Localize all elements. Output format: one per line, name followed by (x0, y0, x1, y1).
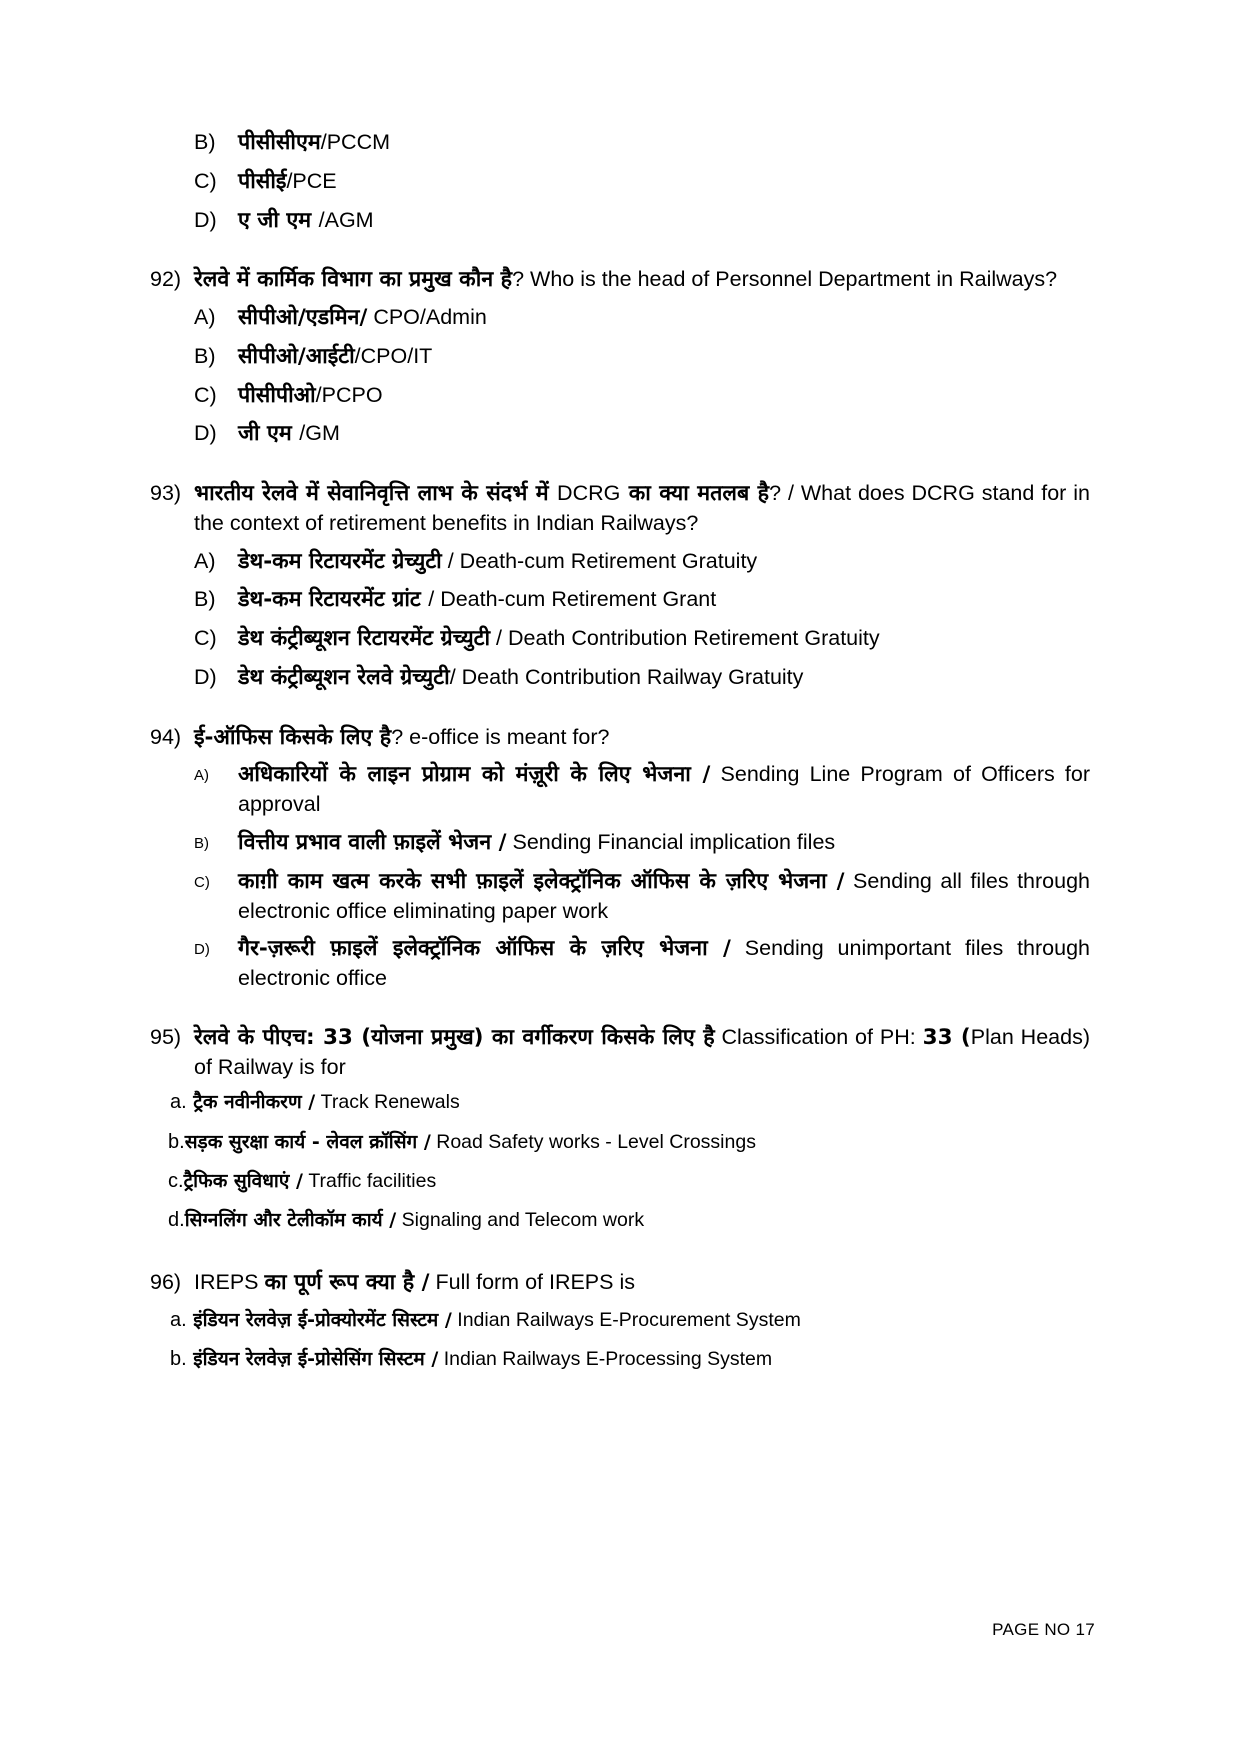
option-marker: C) (194, 382, 217, 407)
option-text (238, 585, 1090, 615)
question-94 (150, 723, 1090, 993)
option-row (150, 624, 1090, 654)
list-item-english: Indian Railways E-Procurement System (451, 1309, 801, 1332)
question-text (194, 479, 1090, 538)
question-text-hindi: रेलवे में कार्मिक विभाग का प्रमुख कौन है (194, 267, 513, 293)
option-marker: B) (194, 834, 209, 852)
option-row (150, 303, 1090, 333)
option-text-hindi: डेथ-कम रिटायरमेंट ग्रांट (238, 587, 429, 613)
option-text (238, 624, 1090, 654)
option-text (238, 303, 1090, 333)
question-text-english: ? Who is the head of Personnel Department in Railways? (512, 267, 1058, 292)
option-text-hindi: डेथ-कम रिटायरमेंट ग्रेच्युटी (238, 548, 442, 574)
question-heading (150, 265, 1090, 295)
question-text (194, 1268, 1090, 1298)
option-text-hindi: पीसीसीएम (238, 130, 321, 155)
list-item-marker: c. (168, 1169, 184, 1192)
question-heading (150, 1268, 1090, 1298)
option-row (150, 167, 1090, 197)
option-text-english: CPO/Admin (367, 305, 487, 330)
option-row (150, 342, 1090, 372)
list-item (150, 1128, 1090, 1156)
option-row (150, 760, 1090, 819)
list-item-english: Signaling and Telecom work (396, 1209, 645, 1232)
option-marker: A) (194, 548, 216, 573)
question-options (150, 760, 1090, 993)
list-item-hindi: ट्रैक नवीनीकरण / (186, 1091, 316, 1114)
option-text (238, 828, 1090, 858)
option-row (150, 206, 1090, 236)
option-marker: A) (194, 767, 209, 785)
option-text-english: Sending unimportant files through electronic office (238, 936, 1090, 991)
list-item-english: Indian Railways E-Processing System (438, 1348, 773, 1371)
question-options (150, 303, 1090, 449)
list-item-marker: a. (170, 1091, 187, 1114)
list-item (150, 1167, 1090, 1195)
option-text (238, 342, 1090, 372)
option-row (150, 419, 1090, 449)
option-marker: A) (194, 305, 216, 330)
question-text-english: Classification of PH: (714, 1024, 923, 1049)
option-text (238, 381, 1090, 411)
question-text-hindi: ई-ऑफिस किसके लिए है (194, 724, 392, 750)
option-text-english: /PCPO (315, 382, 383, 407)
option-row (150, 663, 1090, 693)
option-text-english: Sending Financial implication files (506, 829, 836, 854)
option-text-english: /PCE (286, 168, 337, 193)
option-text-english: Sending Line Program of Officers for approval (238, 762, 1090, 817)
question-92 (150, 265, 1090, 449)
option-text-hindi: पीसीई (238, 168, 287, 194)
option-text-english: / Death Contribution Railway Gratuity (449, 664, 804, 689)
list-item-marker: d. (168, 1209, 185, 1232)
list-item (150, 1345, 1090, 1373)
option-row (150, 547, 1090, 577)
option-text-hindi: डेथ कंट्रीब्यूशन रिटायरमेंट ग्रेच्युटी (238, 626, 491, 652)
option-text-hindi: सीपीओ/आईटी (238, 343, 355, 369)
list-item-english: Road Safety works - Level Crossings (430, 1130, 756, 1153)
list-item-hindi: इंडियन रेलवेज़ ई-प्रोक्योरमेंट सिस्टम / (186, 1309, 452, 1332)
option-text-english: / Death-cum Retirement Grant (428, 587, 717, 612)
question-text-bold-number: 33 (922, 1024, 953, 1050)
question-heading (150, 479, 1090, 538)
option-text (238, 547, 1090, 577)
question-heading (150, 1023, 1090, 1082)
question-96 (150, 1268, 1090, 1373)
question-text-english-tail: Plan Heads) of Railway is for (194, 1024, 1090, 1079)
question-93 (150, 479, 1090, 693)
option-text (238, 934, 1090, 993)
option-text-english: Sending all files through electronic office eliminating paper work (238, 868, 1090, 923)
option-row (150, 828, 1090, 858)
question-text-hindi-tail: का क्या मतलब है (620, 481, 770, 507)
question-text-english: Full form of IREPS is (429, 1270, 635, 1295)
option-row (150, 867, 1090, 926)
page-footer: PAGE NO 17 (992, 1620, 1095, 1639)
list-item-english: Track Renewals (315, 1091, 460, 1114)
option-text (238, 760, 1090, 819)
list-item-hindi: सिग्नलिंग और टेलीकॉम कार्य / (184, 1209, 397, 1232)
option-marker: B) (194, 130, 216, 154)
list-item-marker: b. (168, 1130, 185, 1153)
question-text-english: ? / What does DCRG stand for in the context of retirement benefits in Indian Railways? (194, 481, 1090, 535)
list-item (150, 1306, 1090, 1334)
question-options (150, 547, 1090, 693)
option-text-hindi: पीसीपीओ (238, 382, 316, 408)
option-text-english: /AGM (318, 207, 374, 232)
option-text-hindi: अधिकारियों के लाइन प्रोग्राम को मंज़ूरी के लिए भेजना / (238, 762, 711, 788)
question-text (194, 1023, 1090, 1082)
question-number: 96) (150, 1270, 182, 1295)
option-marker: C) (194, 626, 217, 651)
question-items (150, 1306, 1090, 1374)
list-item-english: Traffic facilities (302, 1169, 437, 1192)
question-text (194, 265, 1090, 295)
option-text (238, 206, 1090, 236)
question-text (194, 723, 1090, 753)
option-marker: D) (194, 207, 217, 232)
option-marker: D) (194, 421, 217, 446)
option-marker: C) (194, 168, 217, 193)
option-text-hindi: वित्तीय प्रभाव वाली फ़ाइलें भेजन / (238, 829, 507, 855)
question-text-inline-acronym: DCRG (557, 481, 621, 506)
option-text-hindi: गैर-ज़रूरी फ़ाइलें इलेक्ट्रॉनिक ऑफिस के ज़रिए भेजना / (238, 936, 731, 962)
page-content (150, 128, 1090, 1385)
option-row (150, 934, 1090, 993)
option-row (150, 128, 1090, 158)
question-number: 92) (150, 267, 182, 292)
option-text (238, 128, 1090, 158)
option-text-hindi: जी एम (238, 421, 300, 447)
option-text (238, 167, 1090, 197)
list-item (150, 1206, 1090, 1234)
list-item-hindi: सड़क सुरक्षा कार्य - लेवल क्रॉसिंग / (184, 1130, 431, 1153)
option-text (238, 663, 1090, 693)
option-marker: D) (194, 664, 217, 689)
continued-options-group (150, 128, 1090, 235)
option-marker: B) (194, 343, 216, 368)
option-text-hindi: काग़ी काम खत्म करके सभी फ़ाइलें इलेक्ट्रॉनिक ऑफिस के ज़रिए भेजना / (238, 868, 845, 894)
question-text-hindi: का पूर्ण रूप क्या है / (264, 1270, 430, 1296)
option-marker: C) (194, 873, 210, 891)
option-text-hindi: ए जी एम (238, 207, 319, 233)
question-text-acronym: IREPS (194, 1270, 265, 1295)
question-text-hindi: भारतीय रेलवे में सेवानिवृत्ति लाभ के संदर्भ में (194, 481, 558, 507)
question-text-bold-paren: ( (952, 1024, 971, 1050)
question-items (150, 1088, 1090, 1234)
question-number: 94) (150, 724, 182, 749)
question-95 (150, 1023, 1090, 1235)
option-text (238, 867, 1090, 926)
question-heading (150, 723, 1090, 753)
option-text-english: /GM (299, 421, 340, 446)
option-text-hindi: सीपीओ/एडमिन/ (238, 305, 368, 331)
list-item-marker: b. (170, 1348, 187, 1371)
option-row (150, 585, 1090, 615)
list-item-hindi: इंडियन रेलवेज़ ई-प्रोसेसिंग सिस्टम / (186, 1348, 439, 1371)
question-number: 93) (150, 481, 182, 506)
option-marker: D) (194, 941, 210, 959)
option-text-english: /CPO/IT (354, 343, 433, 368)
list-item-marker: a. (170, 1309, 187, 1332)
question-text-hindi: रेलवे के पीएच: 33 (योजना प्रमुख) का वर्गीकरण किसके लिए है (194, 1024, 715, 1050)
question-number: 95) (150, 1024, 182, 1049)
option-marker: B) (194, 587, 216, 612)
question-text-english: ? e-office is meant for? (391, 724, 610, 749)
option-text-english: / Death-cum Retirement Gratuity (441, 548, 758, 573)
list-item (150, 1088, 1090, 1116)
option-text-english: / Death Contribution Retirement Gratuity (490, 626, 880, 651)
option-row (150, 381, 1090, 411)
option-text (238, 419, 1090, 449)
option-text-english: /PCCM (320, 130, 391, 154)
list-item-hindi: ट्रैफिक सुविधाएं / (183, 1169, 303, 1192)
option-text-hindi: डेथ कंट्रीब्यूशन रेलवे ग्रेच्युटी (238, 664, 450, 690)
